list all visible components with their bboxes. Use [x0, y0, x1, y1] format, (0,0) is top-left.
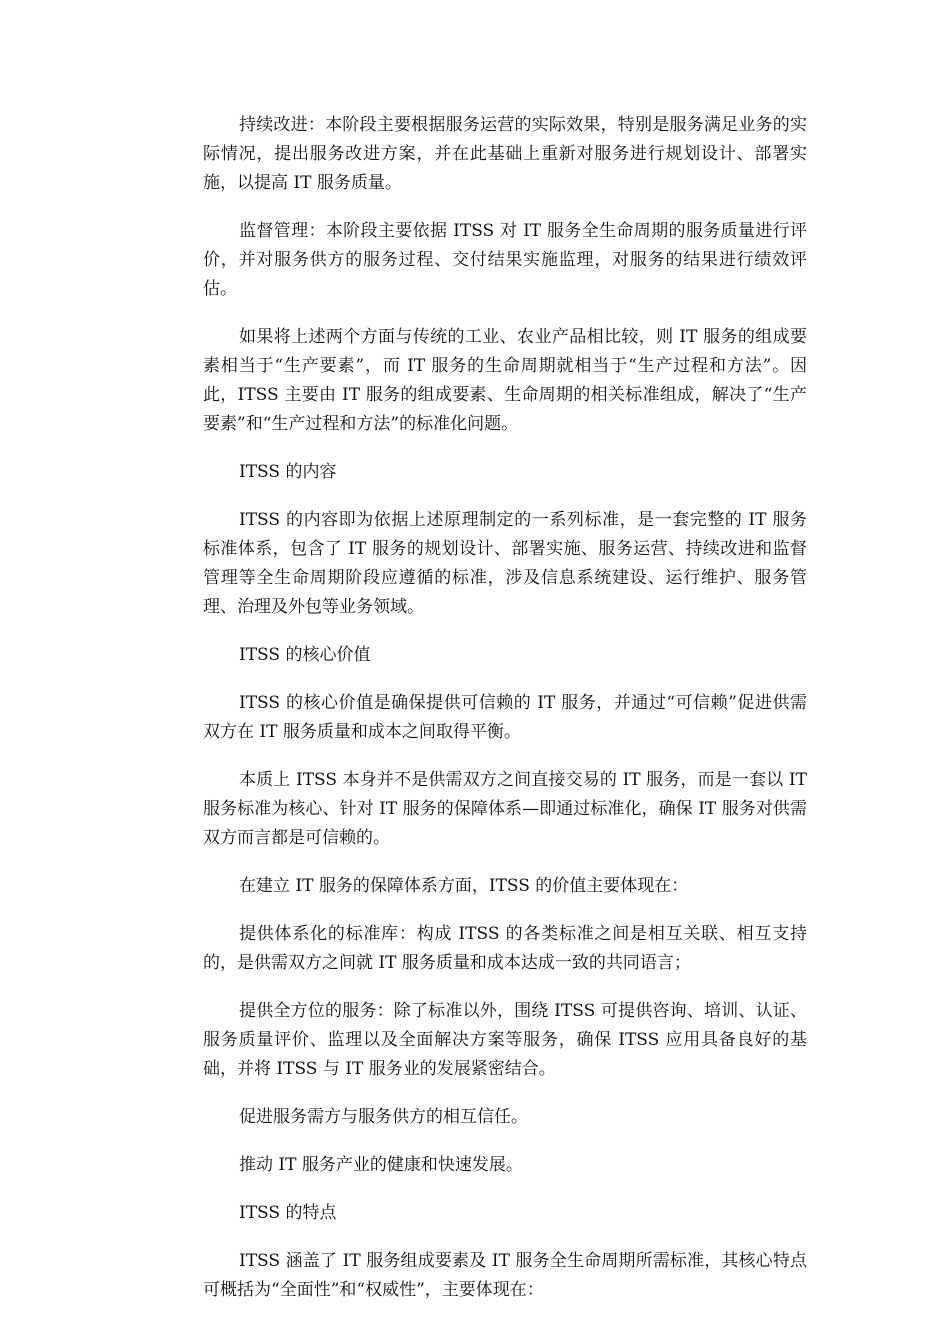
paragraph-itss-essence: 本质上 ITSS 本身并不是供需双方之间直接交易的 IT 服务，而是一套以 IT 服务标准为核心、针对 IT 服务的保障体系—即通过标准化，确保 IT 服务对供需双方而言都是可信赖的。	[203, 770, 807, 848]
paragraph-standard-library: 提供体系化的标准库：构成 ITSS 的各类标准之间是相互关联、相互支持的，是供需双方之间就 IT 服务质量和成本达成一致的共同语言；	[203, 924, 807, 973]
paragraph-continuous-improvement: 持续改进：本阶段主要根据服务运营的实际效果，特别是服务满足业务的实际情况，提出服务改进方案，并在此基础上重新对服务进行规划设计、部署实施，以提高 IT 服务质量。	[203, 115, 807, 193]
paragraph-value-intro: 在建立 IT 服务的保障体系方面，ITSS 的价值主要体现在：	[239, 876, 689, 896]
paragraph-industry-development: 推动 IT 服务产业的健康和快速发展。	[239, 1155, 523, 1175]
paragraph-itss-core-value: ITSS 的核心价值是确保提供可信赖的 IT 服务，并通过“可信赖”促进供需双方在 IT 服务质量和成本之间取得平衡。	[203, 693, 807, 742]
paragraph-mutual-trust: 促进服务需方与服务供方的相互信任。	[239, 1107, 528, 1127]
paragraph-itss-content: ITSS 的内容即为依据上述原理制定的一系列标准，是一套完整的 IT 服务标准体系，包含了 IT 服务的规划设计、部署实施、服务运营、持续改进和监督管理等全生命周期阶段应遵循的标准，涉及信息系统建设、运行维护、服务管理、治理及外包等业务领域。	[203, 510, 807, 617]
heading-itss-features: ITSS 的特点	[239, 1203, 337, 1223]
paragraph-itss-features: ITSS 涵盖了 IT 服务组成要素及 IT 服务全生命周期所需标准，其核心特点可概括为“全面性”和“权威性”，主要体现在：	[203, 1251, 807, 1300]
heading-itss-core-value: ITSS 的核心价值	[239, 645, 371, 665]
paragraph-comparison: 如果将上述两个方面与传统的工业、农业产品相比较，则 IT 服务的组成要素相当于“生产要素”，而 IT 服务的生命周期就相当于“生产过程和方法”。因此，ITSS 主要由 IT 服务的组成要素、生命周期的相关标准组成，解决了“生产要素”和“生产过程和方法”的标准化问题。	[203, 327, 807, 434]
heading-itss-content: ITSS 的内容	[239, 462, 337, 482]
paragraph-full-service: 提供全方位的服务：除了标准以外，围绕 ITSS 可提供咨询、培训、认证、服务质量评价、监理以及全面解决方案等服务，确保 ITSS 应用具备良好的基础，并将 ITSS 与 IT 服务业的发展紧密结合。	[203, 1001, 807, 1079]
paragraph-supervision-management: 监督管理：本阶段主要依据 ITSS 对 IT 服务全生命周期的服务质量进行评价，并对服务供方的服务过程、交付结果实施监理，对服务的结果进行绩效评估。	[203, 221, 807, 299]
document-body	[203, 111, 807, 1324]
